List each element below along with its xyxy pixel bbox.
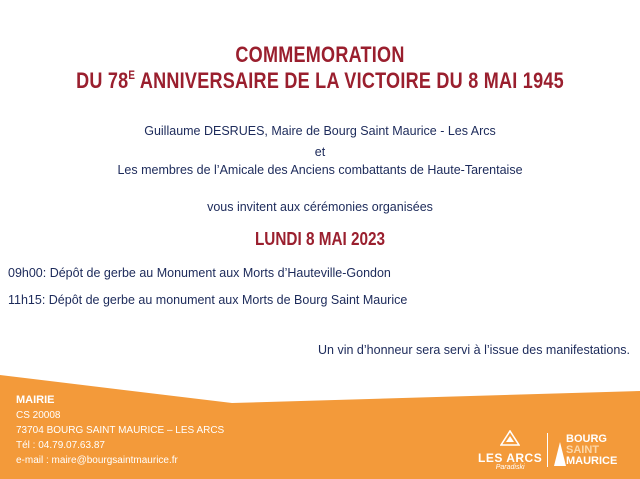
event-item-2: 11h15: Dépôt de gerbe au monument aux Morts de Bourg Saint Maurice (8, 293, 408, 307)
les-arcs-logo (478, 430, 542, 471)
title-line-2-pre: DU 78 (76, 68, 129, 93)
title-line-2 (58, 68, 583, 94)
bourg-saint-maurice-logo (566, 434, 617, 467)
title-superscript: E (128, 68, 136, 82)
mairie-tel: Tél : 04.79.07.63.87 (16, 440, 105, 451)
les-arcs-logo-text: LES ARCS (478, 451, 543, 465)
bsm-logo-line-1: BOURG (566, 433, 607, 445)
vin-honneur-text: Un vin d’honneur sera servi à l’issue des manifestations. (318, 343, 630, 357)
invite-line: vous invitent aux cérémonies organisées (207, 200, 433, 214)
mairie-contact-block (16, 393, 224, 468)
members-line: Les membres de l’Amicale des Anciens combattants de Haute-Tarentaise (117, 163, 523, 177)
bsm-logo-line-2: SAINT (566, 444, 599, 456)
et-text: et (314, 145, 326, 159)
host-line: Guillaume DESRUES, Maire de Bourg Saint Maurice - Les Arcs (144, 124, 496, 138)
bsm-mountain-icon (553, 440, 567, 468)
mairie-heading: MAIRIE (16, 394, 55, 406)
mairie-address: 73704 BOURG SAINT MAURICE – LES ARCS (16, 425, 225, 436)
event-item-1: 09h00: Dépôt de gerbe au Monument aux Morts d’Hauteville-Gondon (8, 266, 391, 280)
les-arcs-logo-sub: Paradiski (495, 464, 525, 471)
logo-divider (547, 433, 548, 467)
bsm-logo-line-3: MAURICE (566, 455, 618, 467)
title-line-2-post: ANNIVERSAIRE DE LA VICTOIRE DU 8 MAI 1945 (135, 68, 564, 93)
mairie-email: e-mail : maire@bourgsaintmaurice.fr (16, 455, 178, 466)
mairie-cs: CS 20008 (16, 410, 61, 421)
event-date: LUNDI 8 MAI 2023 (254, 229, 386, 249)
title-line-1: COMMEMORATION (235, 42, 405, 67)
les-arcs-mountain-icon (500, 430, 520, 446)
